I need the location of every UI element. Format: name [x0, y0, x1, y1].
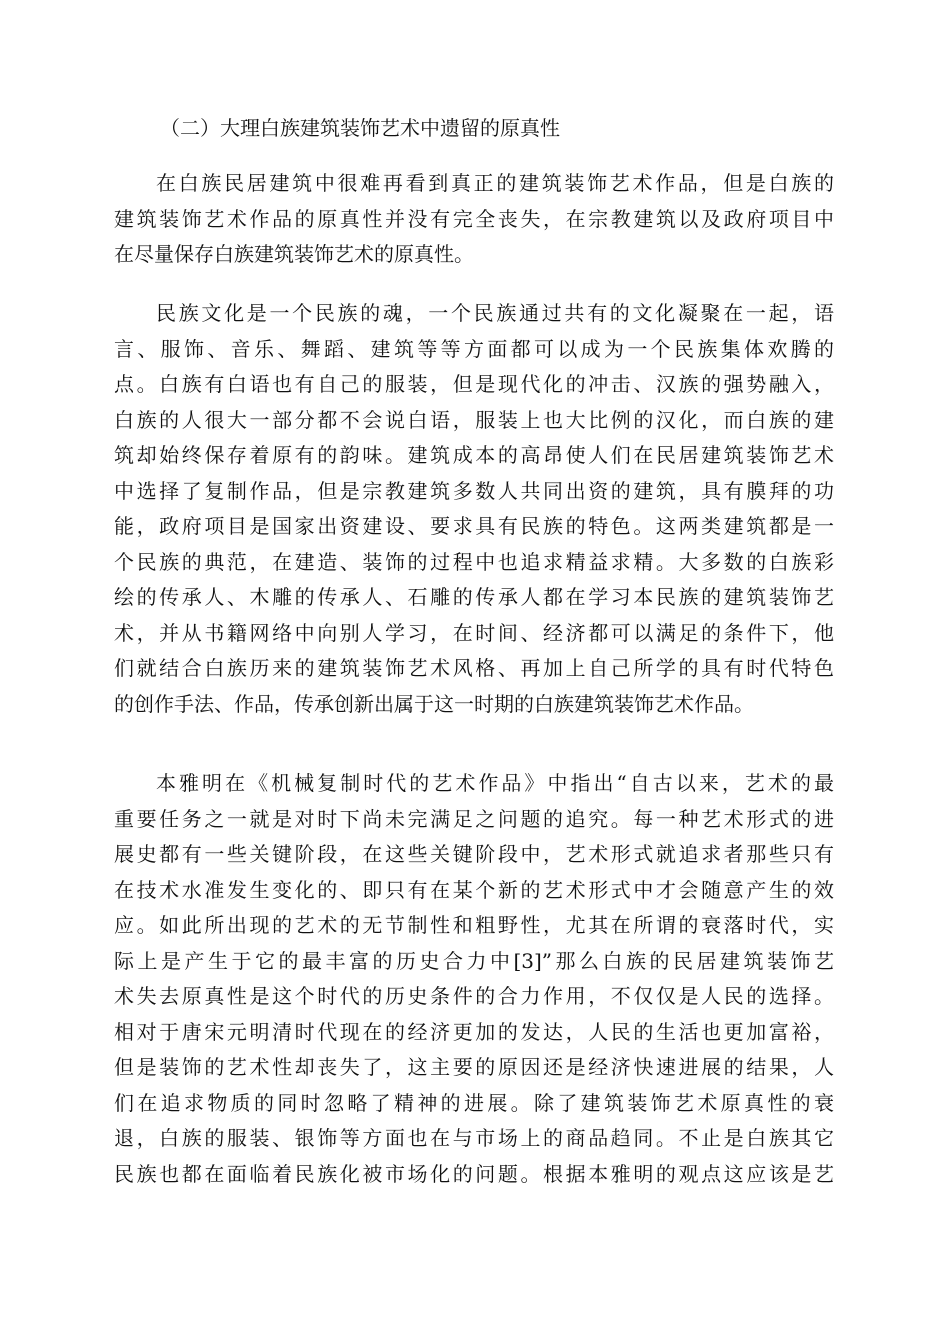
paragraph-3	[114, 766, 834, 1192]
paragraph-line: 术失去原真性是这个时代的历史条件的合力作用，不仅仅是人民的选择。	[114, 984, 834, 1008]
paragraph-line: 本雅明在《机械复制时代的艺术作品》中指出“自古以来，艺术的最	[156, 771, 834, 795]
paragraph-line: 退，白族的服装、银饰等方面也在与市场上的商品趋同。不止是白族其它	[114, 1126, 834, 1150]
paragraph-line: 在技术水准发生变化的、即只有在某个新的艺术形式中才会随意产生的效	[114, 877, 834, 902]
paragraph-line: 点。白族有白语也有自己的服装，但是现代化的冲击、汉族的强势融入，	[114, 372, 834, 396]
paragraph-line: 个民族的典范，在建造、装饰的过程中也追求精益求精。大多数的白族彩	[114, 549, 834, 574]
paragraph-line: 在尽量保存白族建筑装饰艺术的原真性。	[114, 242, 474, 266]
paragraph-2	[114, 296, 834, 722]
paragraph-line: 民族也都在面临着民族化被市场化的问题。根据本雅明的观点这应该是艺	[114, 1161, 834, 1186]
paragraph-line: 相对于唐宋元明清时代现在的经济更加的发达，人民的生活也更加富裕，	[114, 1019, 834, 1044]
paragraph-line: 们在追求物质的同时忽略了精神的进展。除了建筑装饰艺术原真性的衰	[114, 1090, 834, 1115]
paragraph-line: 筑却始终保存着原有的韵味。建筑成本的高昂使人们在民居建筑装饰艺术	[114, 443, 834, 467]
paragraph-line: 术，并从书籍网络中向别人学习，在时间、经济都可以满足的条件下，他	[114, 620, 834, 645]
paragraph-line: 建筑装饰艺术作品的原真性并没有完全丧失，在宗教建筑以及政府项目中	[114, 206, 834, 231]
paragraph-line: 绘的传承人、木雕的传承人、石雕的传承人都在学习本民族的建筑装饰艺	[114, 585, 834, 609]
paragraph-line: 在白族民居建筑中很难再看到真正的建筑装饰艺术作品，但是白族的	[156, 171, 834, 195]
paragraph-line: 能，政府项目是国家出资建设、要求具有民族的特色。这两类建筑都是一	[114, 514, 834, 538]
paragraph-line: 白族的人很大一部分都不会说白语，服装上也大比例的汉化，而白族的建	[114, 407, 834, 432]
paragraph-line: 但是装饰的艺术性却丧失了，这主要的原因还是经济快速进展的结果，人	[114, 1055, 834, 1079]
paragraph-1	[114, 166, 834, 273]
paragraph-line: 中选择了复制作品，但是宗教建筑多数人共同出资的建筑，具有膜拜的功	[114, 478, 834, 503]
paragraph-line: 应。如此所出现的艺术的无节制性和粗野性，尤其在所谓的衰落时代，实	[114, 913, 834, 937]
paragraph-line: 重要任务之一就是对时下尚未完满足之问题的追究。每一种艺术形式的进	[114, 806, 834, 831]
paragraph-line: 们就结合白族历来的建筑装饰艺术风格、再加上自己所学的具有时代特色	[114, 656, 834, 680]
paragraph-line: 展史都有一些关键阶段，在这些关键阶段中，艺术形式就追求者那些只有	[114, 842, 834, 866]
paragraph-line: 言、服饰、音乐、舞蹈、建筑等等方面都可以成为一个民族集体欢腾的	[114, 336, 834, 361]
paragraph-line: 民族文化是一个民族的魂，一个民族通过共有的文化凝聚在一起，语	[156, 301, 834, 325]
paragraph-line: 际上是产生于它的最丰富的历史合力中[3]”那么白族的民居建筑装饰艺	[114, 948, 834, 973]
paragraph-line: 的创作手法、作品，传承创新出属于这一时期的白族建筑装饰艺术作品。	[114, 691, 754, 716]
section-heading: （二）大理白族建筑装饰艺术中遗留的原真性	[160, 116, 560, 140]
